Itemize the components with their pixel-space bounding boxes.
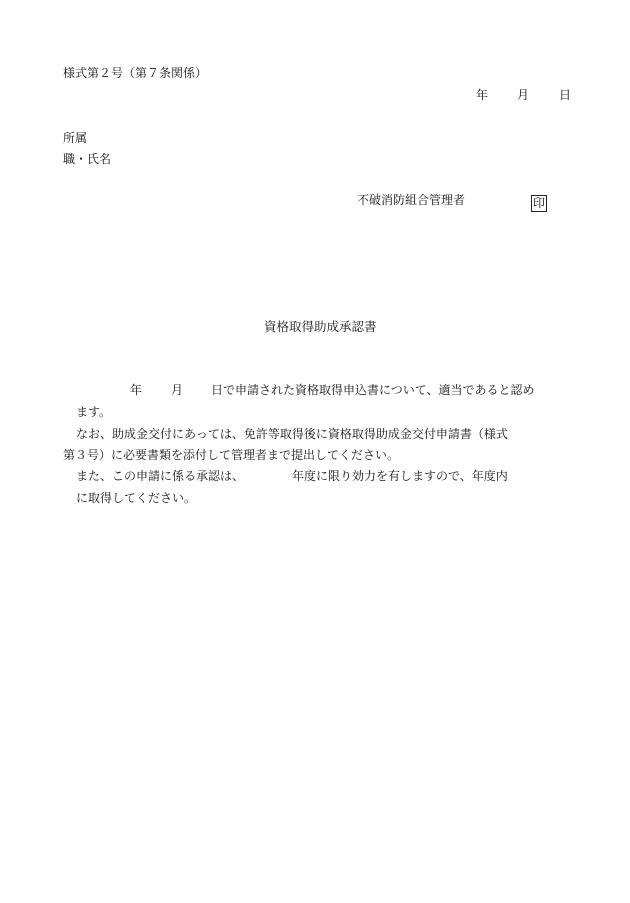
body-line-6: に取得してください。 bbox=[76, 491, 197, 505]
form-number-label: 様式第２号（第７条関係） bbox=[63, 66, 208, 80]
body-line-2: ます。 bbox=[76, 405, 112, 419]
body-line-5 bbox=[76, 470, 508, 482]
date-year-label: 年 bbox=[476, 88, 489, 102]
issuer-title: 不破消防組合管理者 bbox=[357, 193, 466, 207]
recipient-affiliation-label: 所属 bbox=[63, 131, 88, 145]
date-day-label: 日 bbox=[559, 88, 572, 102]
body-line-1 bbox=[130, 384, 535, 396]
date-month-label: 月 bbox=[517, 88, 530, 102]
body-line-4: 第３号）に必要書類を添付して管理者まで提出してください。 bbox=[63, 448, 400, 462]
date-line bbox=[476, 89, 571, 101]
body-line-1-text: 日で申請された資格取得申込書について、適当であると認め bbox=[211, 383, 535, 397]
document-title: 資格取得助成承認書 bbox=[264, 319, 377, 334]
body-line-5-text-b: 年度に限り効力を有しますので、年度内 bbox=[292, 469, 508, 483]
issuer-line bbox=[357, 194, 547, 212]
body-month-label: 月 bbox=[171, 383, 184, 397]
body-line-3: なお、助成金交付にあっては、免許等取得後に資格取得助成金交付申請書（様式 bbox=[76, 427, 508, 441]
seal-mark: 印 bbox=[533, 196, 546, 210]
body-line-5-text-a: また、この申請に係る承認は、 bbox=[76, 469, 245, 483]
body-year-label: 年 bbox=[130, 383, 143, 397]
recipient-name-label: 職・氏名 bbox=[63, 152, 112, 166]
